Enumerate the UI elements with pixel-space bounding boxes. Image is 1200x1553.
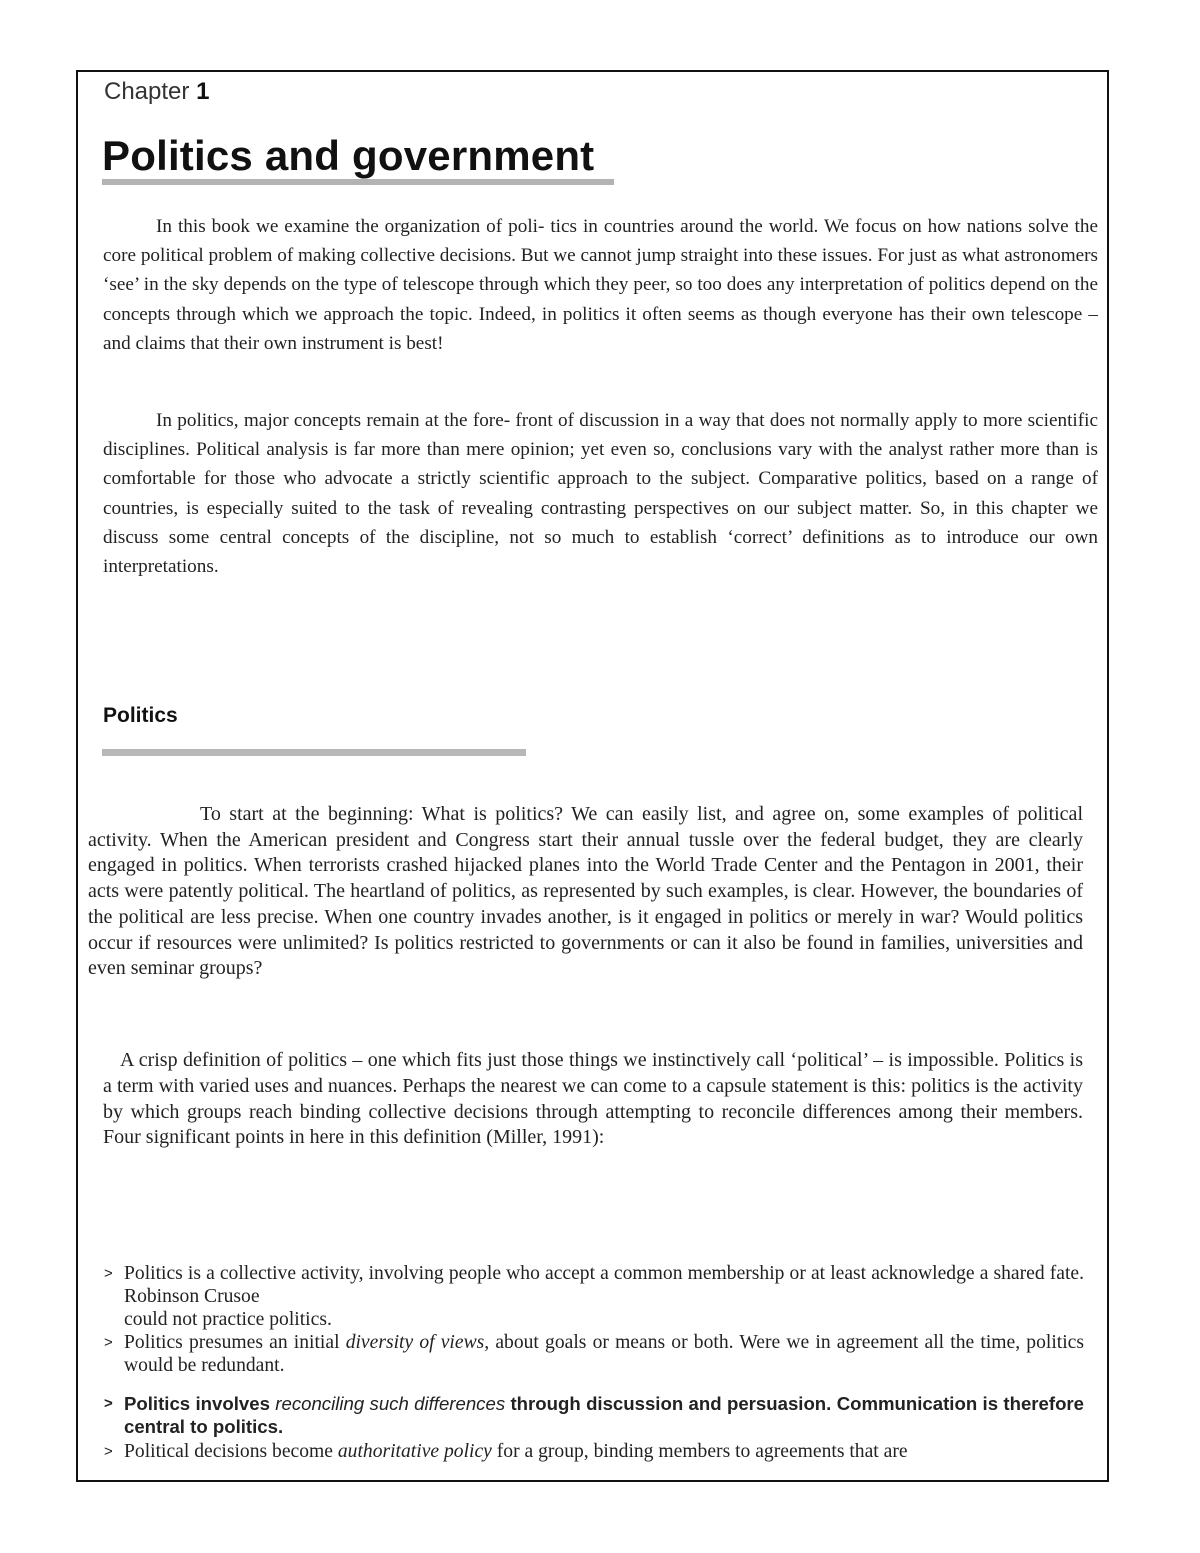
section-paragraph-2: A crisp definition of politics – one which fits just those things we instinctively call ‘political’ – is impossible. Politics is a term with varied uses and nuances. Perhaps the nearest we can come to a capsule statement is this: politics is the activity by which groups reach binding collective decisions through attempting to reconcile differences among their members. Four significant points in here in this definition (Miller, 1991): xyxy=(103,1049,1083,1149)
point-4-before: Political decisions become xyxy=(124,1441,338,1462)
point-3-after: through discussion and persuasion. Communication is therefore central to politics. xyxy=(124,1393,1085,1437)
intro-paragraph-1: In this book we examine the organization of poli- tics in countries around the world. We focus on how nations solve the core political problem of making collective decisions. But we cannot jump straight into these issues. For just as what astronomers ‘see’ in the sky depends on the type of telescope through which they peer, so too does any interpretation of politics depend on the concepts through which we approach the topic. Indeed, in politics it often seems as though everyone has their own telescope – and claims that their own instrument is best! xyxy=(103,216,1098,354)
bullet-marker-icon: > xyxy=(104,1443,113,1460)
section-heading: Politics xyxy=(103,704,178,727)
section-underline xyxy=(102,749,526,756)
point-3-before: Politics involves xyxy=(124,1393,276,1414)
bullet-marker-icon: > xyxy=(104,1395,113,1412)
section-paragraph-1: To start at the beginning: What is politics? We can easily list, and agree on, some examples of political activity. When the American president and Congress start their annual tussle over the federal budget, they are clearly engaged in politics. When terrorists crashed hijacked planes into the World Trade Center and the Pentagon in 2001, their acts were patently political. The heartland of politics, as represented by such examples, is clear. However, the boundaries of the political are less precise. When one country invades another, is it engaged in politics or merely in war? Would politics occur if resources were unlimited? Is politics restricted to governments or can it also be found in families, universities and even seminar groups? xyxy=(88,803,1083,980)
bullet-marker-icon: > xyxy=(104,1334,113,1351)
bullet-marker-icon: > xyxy=(104,1265,113,1282)
title-underline xyxy=(102,179,614,185)
point-2-after: about goals or means or both. Were we in agreement all the time, politics would be redundant. xyxy=(124,1332,1084,1376)
page-title: Politics and government xyxy=(102,132,595,179)
intro-paragraph-2: In politics, major concepts remain at the fore- front of discussion in a way that does not normally apply to more scientific disciplines. Political analysis is far more than mere opinion; yet even so, conclusions vary with the analyst rather more than is comfortable for those who advocate a strictly scientific approach to the subject. Comparative politics, based on a range of countries, is especially suited to the task of revealing contrasting perspectives on our subject matter. So, in this chapter we discuss some central concepts of the discipline, not so much to establish ‘correct’ definitions as to introduce our own interpretations. xyxy=(103,410,1098,578)
chapter-word: Chapter xyxy=(104,78,190,105)
point-1-continuation: could not practice politics. xyxy=(124,1309,332,1330)
point-2-before: Politics presumes an initial xyxy=(124,1332,346,1353)
list-item xyxy=(104,1392,1084,1438)
list-item xyxy=(104,1262,1084,1331)
chapter-number: 1 xyxy=(196,78,210,105)
point-2-emphasis: diversity of views, xyxy=(345,1332,490,1353)
list-item xyxy=(104,1331,1084,1377)
point-4-emphasis: authoritative policy xyxy=(337,1441,492,1462)
definition-points-list xyxy=(104,1262,1084,1463)
list-item xyxy=(104,1440,1084,1463)
point-4-after: for a group, binding members to agreements that are xyxy=(491,1441,908,1462)
point-1-text: Politics is a collective activity, involving people who accept a common membership or at least acknowledge a shared fate. Robinson Crusoe xyxy=(124,1263,1084,1307)
point-3-emphasis: reconciling such differences xyxy=(275,1393,506,1414)
chapter-label xyxy=(104,78,209,106)
